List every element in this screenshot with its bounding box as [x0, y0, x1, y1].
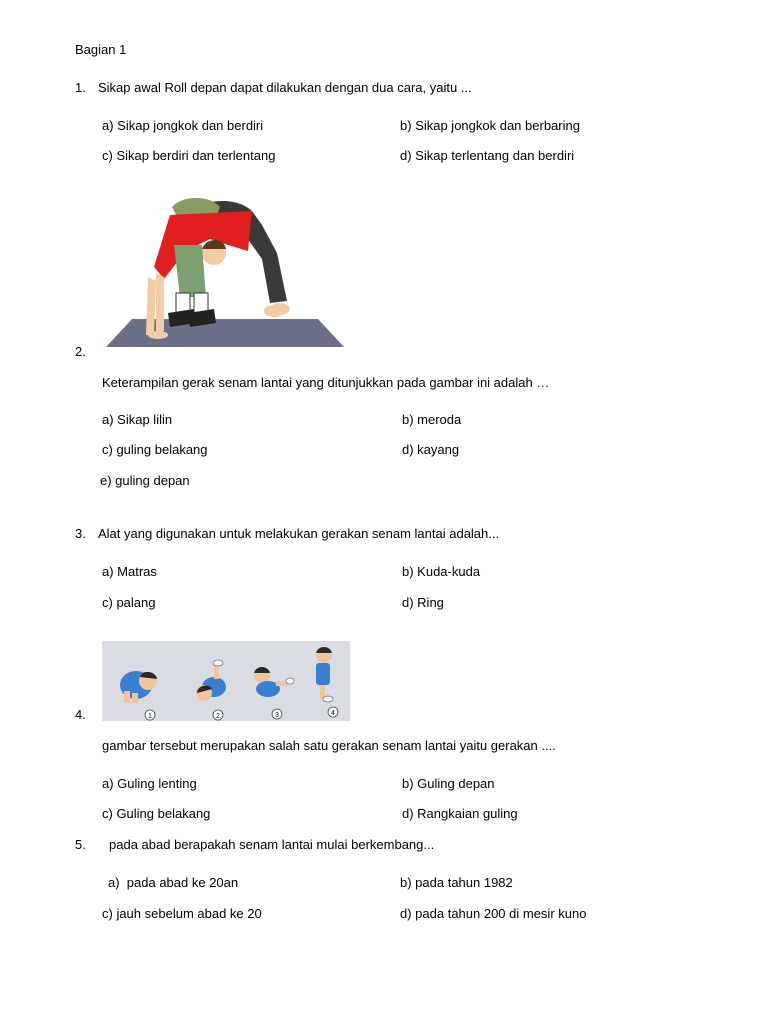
- question-4-option-c[interactable]: c) Guling belakang: [102, 806, 211, 821]
- rolling-sequence-illustration: [102, 641, 350, 721]
- question-2-option-a[interactable]: a) Sikap lilin: [102, 412, 173, 427]
- question-4-option-d[interactable]: d) Rangkaian guling: [402, 806, 518, 821]
- question-2-option-b[interactable]: b) meroda: [402, 412, 462, 427]
- step-label-2: 2: [216, 713, 220, 720]
- section-title: Bagian 1: [75, 42, 127, 57]
- question-1-option-d[interactable]: d) Sikap terlentang dan berdiri: [400, 148, 575, 163]
- question-2-text: Keterampilan gerak senam lantai yang ditunjukkan pada gambar ini adalah …: [102, 375, 550, 390]
- question-4-text: gambar tersebut merupakan salah satu gerakan senam lantai yaitu gerakan ....: [102, 738, 556, 753]
- question-4-number: 4.: [75, 707, 86, 722]
- kayang-bridge-illustration: [102, 193, 350, 351]
- question-1-text: Sikap awal Roll depan dapat dilakukan dengan dua cara, yaitu ...: [98, 80, 472, 95]
- question-2-number: 2.: [75, 344, 86, 359]
- question-1-option-b[interactable]: b) Sikap jongkok dan berbaring: [400, 118, 580, 133]
- question-2-option-e[interactable]: e) guling depan: [100, 473, 190, 488]
- question-5-text: pada abad berapakah senam lantai mulai berkembang...: [109, 837, 435, 852]
- question-3-number: 3.: [75, 526, 86, 541]
- question-4-option-a[interactable]: a) Guling lenting: [102, 776, 197, 791]
- question-2-option-c[interactable]: c) guling belakang: [102, 442, 208, 457]
- question-3-text: Alat yang digunakan untuk melakukan gerakan senam lantai adalah...: [98, 526, 500, 541]
- step-label-3: 3: [275, 712, 279, 719]
- question-5-option-c[interactable]: c) jauh sebelum abad ke 20: [102, 906, 262, 921]
- question-2-option-d[interactable]: d) kayang: [402, 442, 460, 457]
- question-5-option-a[interactable]: a) pada abad ke 20an: [108, 875, 239, 890]
- step-label-1: 1: [148, 713, 152, 720]
- question-5-option-b[interactable]: b) pada tahun 1982: [400, 875, 513, 890]
- question-1-number: 1.: [75, 80, 86, 95]
- question-3-option-d[interactable]: d) Ring: [402, 595, 444, 610]
- question-5-option-d[interactable]: d) pada tahun 200 di mesir kuno: [400, 906, 587, 921]
- question-3-option-c[interactable]: c) palang: [102, 595, 156, 610]
- question-4-option-b[interactable]: b) Guling depan: [402, 776, 495, 791]
- question-1-option-c[interactable]: c) Sikap berdiri dan terlentang: [102, 148, 276, 163]
- question-5-number: 5.: [75, 837, 86, 852]
- question-3-option-b[interactable]: b) Kuda-kuda: [402, 564, 481, 579]
- question-1-option-a[interactable]: a) Sikap jongkok dan berdiri: [102, 118, 264, 133]
- question-3-option-a[interactable]: a) Matras: [102, 564, 157, 579]
- step-label-4: 4: [331, 710, 335, 717]
